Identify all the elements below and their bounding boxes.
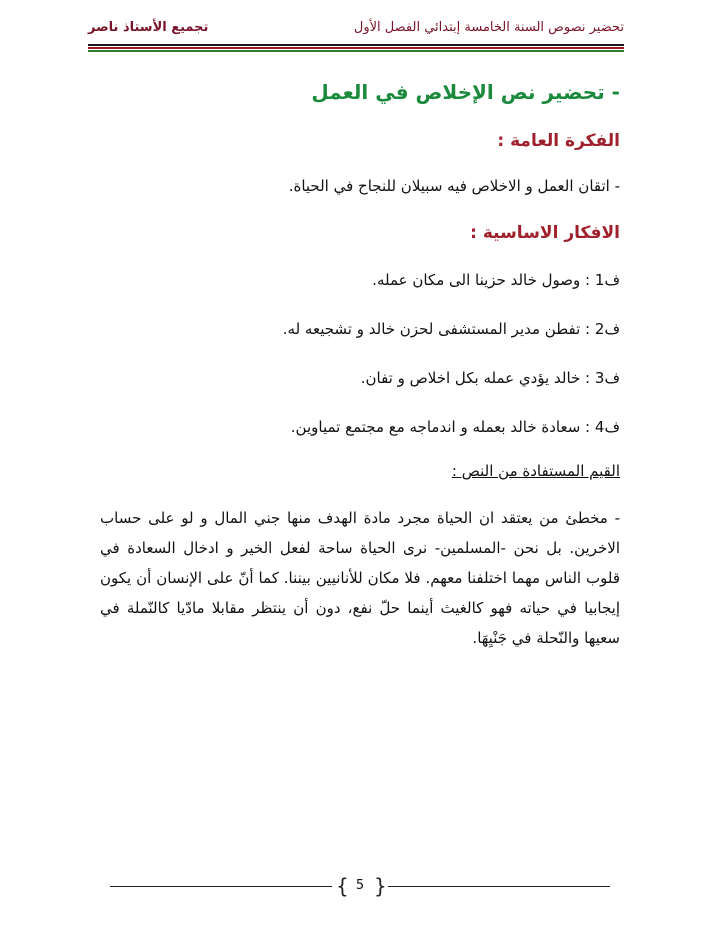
main-idea-item: ف3 : خالد يؤدي عمله بكل اخلاص و تفان.	[360, 369, 620, 387]
general-idea-text: - اتقان العمل و الاخلاص فيه سبيلان للنجاح في الحياة.	[288, 177, 620, 195]
main-idea-item: ف1 : وصول خالد حزينا الى مكان عمله.	[372, 271, 620, 289]
page-number: 5	[355, 878, 365, 893]
footer-line-left	[110, 886, 332, 887]
footer-line-right	[388, 886, 610, 887]
header-title: تحضير نصوص السنة الخامسة إبتدائي الفصل الأول	[353, 20, 624, 35]
footer-bracket-left: {	[336, 874, 349, 898]
general-idea-heading: الفكرة العامة :	[497, 131, 620, 151]
main-idea-item: ف2 : تفطن مدير المستشفى لحزن خالد و تشجيعه له.	[282, 320, 620, 338]
header-rule-green-line	[88, 50, 624, 52]
header-rule-dark-line	[88, 44, 624, 46]
values-paragraph: - مخطئ من يعتقد ان الحياة مجرد مادة الهدف منها جني المال و لو على حساب الاخرين. بل نحن -المسلمين- نرى الحياة ساحة لفعل الخير و ادخال السعادة في قلوب الناس مهما اختلفنا معهم. فلا مكان للأنانيين بيننا. كما أنّ على الإنسان أن يكون إيجابيا في حياته فهو كالغيث أينما حلّ نفع، دون أن ينتظر مقابلا مادّيا كالنّملة في سعيها والنّحلة في جَنْيِهَا.	[100, 509, 620, 647]
values-heading: القيم المستفادة من النص :	[451, 462, 620, 480]
header-rule-red-line	[88, 47, 624, 49]
lesson-title: - تحضير نص الإخلاص في العمل	[311, 80, 620, 104]
main-idea-item: ف4 : سعادة خالد بعمله و اندماجه مع مجتمع تمياوين.	[290, 418, 620, 436]
document-body	[100, 78, 620, 653]
page-header	[88, 20, 624, 42]
main-ideas-heading: الافكار الاساسية :	[470, 223, 620, 243]
footer-bracket-right: }	[374, 874, 387, 898]
header-author: تجميع الأستاذ ناصر	[88, 20, 209, 35]
page-footer	[110, 872, 610, 902]
